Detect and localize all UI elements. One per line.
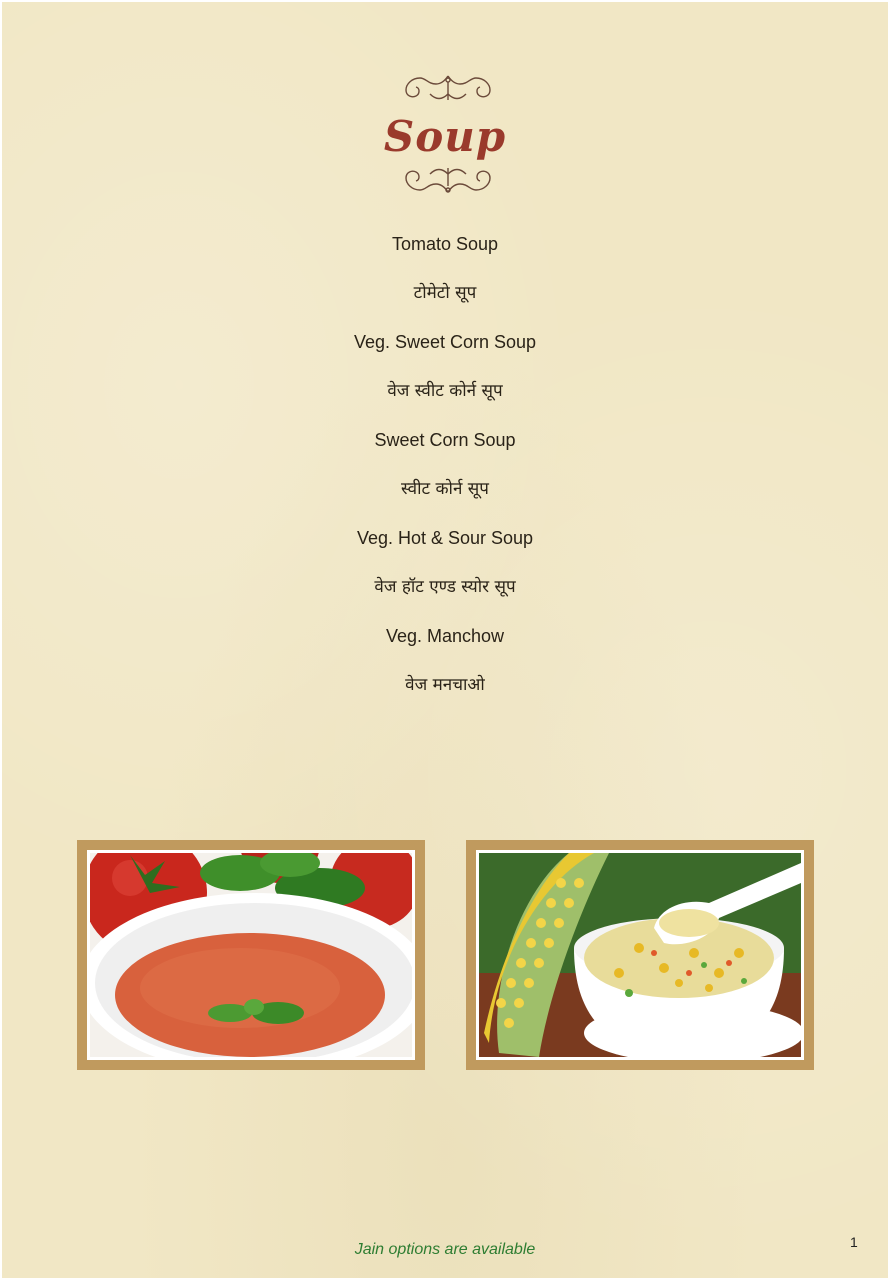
page-title: Soup: [383, 112, 507, 161]
menu-item-sweet-corn-soup-hindi: स्वीट कोर्न सूप: [401, 479, 489, 499]
tomato-soup-photo-icon: [90, 853, 412, 1057]
menu-item-tomato-soup-hindi: टोमेटो सूप: [413, 283, 477, 303]
menu-item-sweet-corn-soup: Sweet Corn Soup: [374, 430, 516, 450]
menu-item-veg-hot-sour-soup: Veg. Hot & Sour Soup: [356, 528, 534, 548]
menu-item-veg-sweet-corn-soup: Veg. Sweet Corn Soup: [353, 332, 537, 352]
menu-item-veg-manchow-hindi: वेज मनचाओ: [405, 675, 485, 695]
menu-item-veg-sweet-corn-soup-hindi: वेज स्वीट कोर्न सूप: [387, 381, 503, 401]
sweet-corn-soup-photo-frame: [466, 840, 814, 1070]
menu-item-veg-manchow: Veg. Manchow: [385, 626, 505, 646]
sweet-corn-soup-photo-icon: [479, 853, 801, 1057]
menu-item-tomato-soup: Tomato Soup: [391, 234, 499, 254]
bottom-ornament-icon: [400, 164, 496, 196]
tomato-soup-photo-frame: [77, 840, 425, 1070]
jain-options-note: Jain options are available: [354, 1241, 536, 1258]
soup-menu-list: [2, 226, 888, 716]
menu-page: [2, 2, 888, 1278]
top-ornament-icon: [400, 72, 496, 104]
page-number: 1: [850, 1234, 858, 1250]
menu-item-veg-hot-sour-soup-hindi: वेज हॉट एण्ड स्योर सूप: [374, 577, 516, 597]
